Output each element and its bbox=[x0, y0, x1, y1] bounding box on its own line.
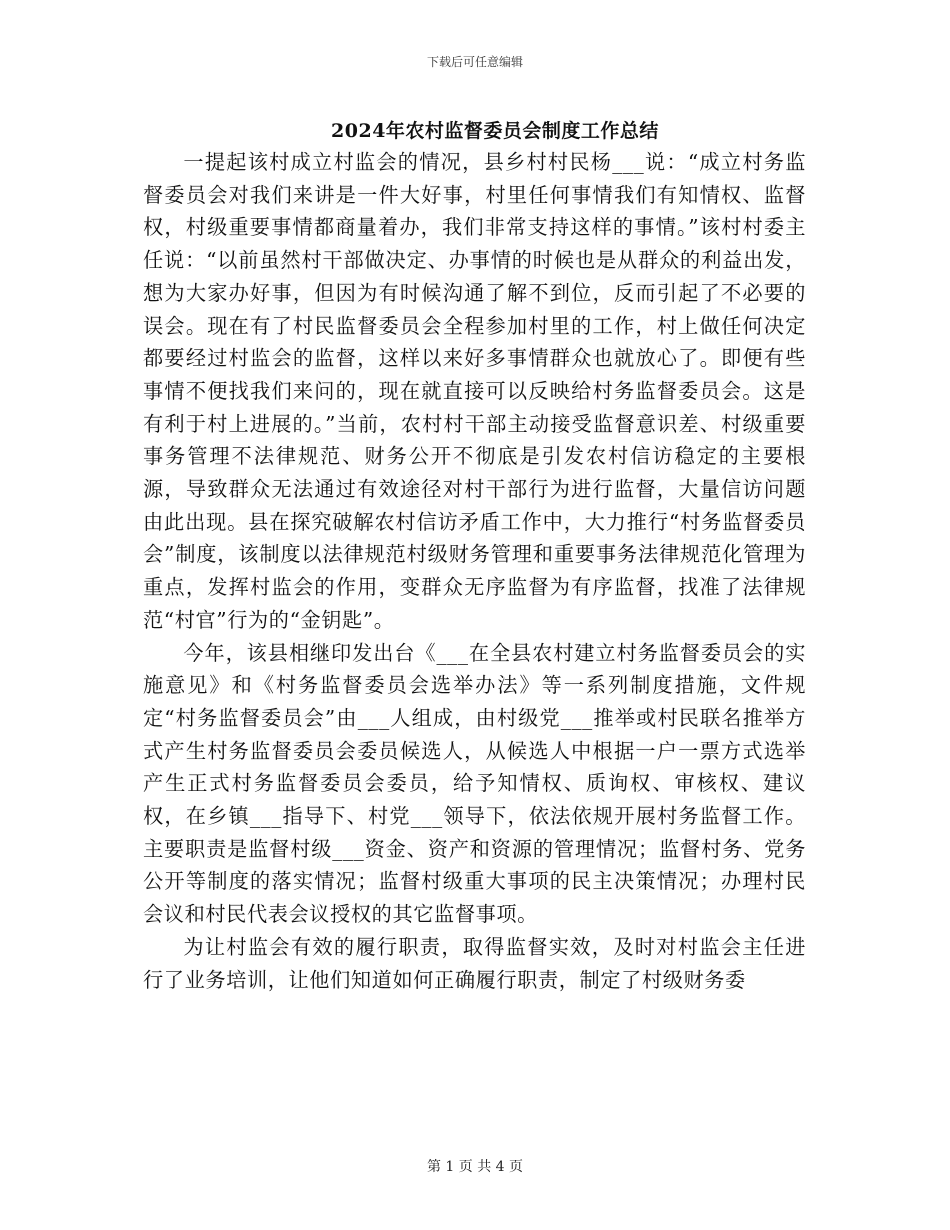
paragraph: 为让村监会有效的履行职责，取得监督实效，及时对村监会主任进行了业务培训，让他们知道如何正确履行职责，制定了村级财务委 bbox=[143, 934, 806, 992]
document-body bbox=[143, 146, 806, 996]
header-note: 下载后可任意编辑 bbox=[426, 55, 523, 69]
paragraph: 今年，该县相继印发出台《___在全县农村建立村务监督委员会的实施意见》和《村务监督委员会选举办法》等一系列制度措施，文件规定“村务监督委员会”由___人组成，由村级党___推举或村民联名推举方式产生村务监督委员会委员候选人，从候选人中根据一户一票方式选举产生正式村务监督委员会委员，给予知情权、质询权、审核权、建议权，在乡镇___指导下、村党___领导下，依法依规开展村务监督工作。主要职责是监督村级___资金、资产和资源的管理情况；监督村务、党务公开等制度的落实情况；监督村级重大事项的民主决策情况；办理村民会议和村民代表会议授权的其它监督事项。 bbox=[143, 640, 806, 927]
paragraph: 一提起该村成立村监会的情况，县乡村村民杨___说：“成立村务监督委员会对我们来讲是一件大好事，村里任何事情我们有知情权、监督权，村级重要事情都商量着办，我们非常支持这样的事情。”该村村委主任说：“以前虽然村干部做决定、办事情的时候也是从群众的利益出发，想为大家办好事，但因为有时候沟通了解不到位，反而引起了不必要的误会。现在有了村民监督委员会全程参加村里的工作，村上做任何决定都要经过村监会的监督，这样以来好多事情群众也就放心了。即便有些事情不便找我们来问的，现在就直接可以反映给村务监督委员会。这是有利于村上进展的。”当前，农村村干部主动接受监督意识差、村级重要事务管理不法律规范、财务公开不彻底是引发农村信访稳定的主要根源，导致群众无法通过有效途径对村干部行为进行监督，大量信访问题由此出现。县在探究破解农村信访矛盾工作中，大力推行“村务监督委员会”制度，该制度以法律规范村级财务管理和重要事务法律规范化管理为重点，发挥村监会的作用，变群众无序监督为有序监督，找准了法律规范“村官”行为的“金钥匙”。 bbox=[143, 150, 806, 632]
page-footer: 第 1 页 共 4 页 bbox=[426, 1159, 524, 1175]
document-title: 2024年农村监督委员会制度工作总结 bbox=[331, 120, 659, 142]
